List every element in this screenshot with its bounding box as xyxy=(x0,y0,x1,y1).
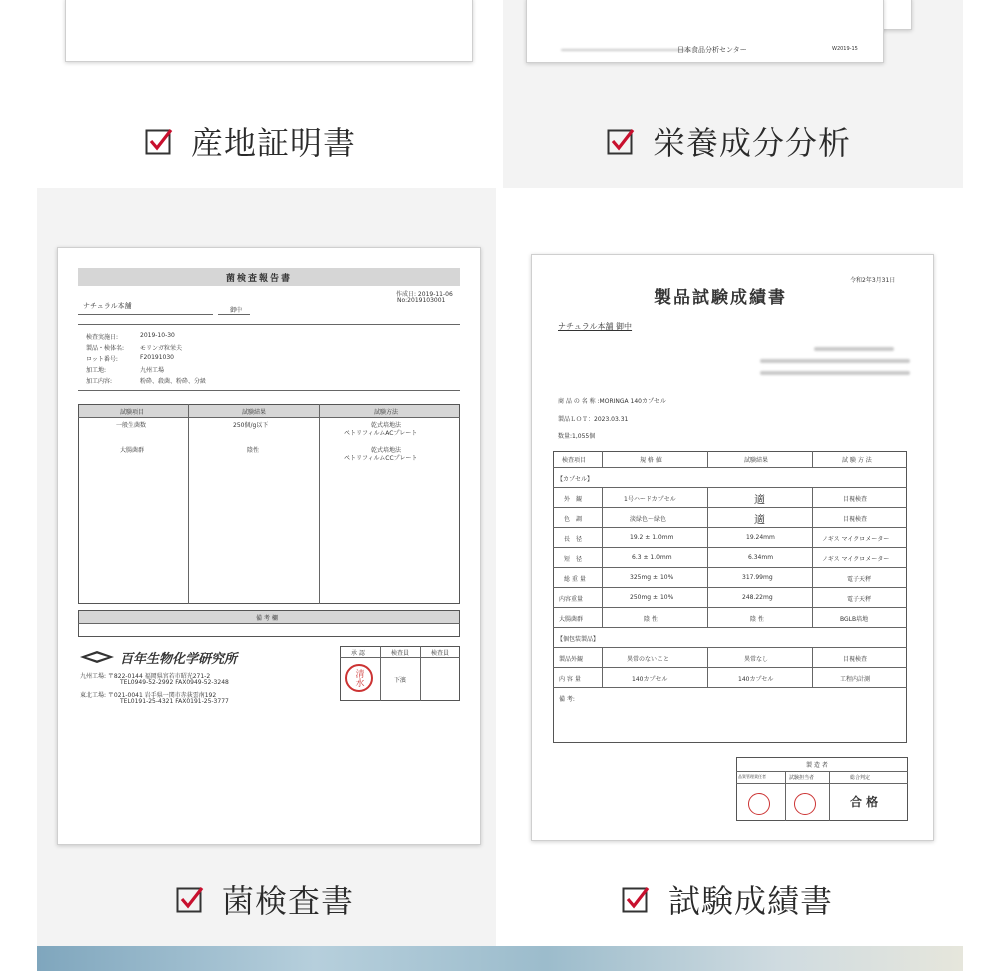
sign-header: 品質管理責任者 xyxy=(738,774,766,779)
checkbox-checked-icon xyxy=(607,127,635,155)
remarks-label: 備 考: xyxy=(559,696,575,703)
tester-seal-icon xyxy=(794,793,816,815)
row-result: 140カプセル xyxy=(738,676,774,683)
row-result: 陰性 xyxy=(247,447,260,454)
report-product-name: 商 品 の 名 称 :MORINGA 140カプセル xyxy=(558,398,666,405)
label-origin-certificate xyxy=(145,118,356,164)
lab-contact: TEL0949-52-2992 FAX0949-52-3248 xyxy=(120,679,229,686)
field-key: 製品・検体名: xyxy=(86,345,125,352)
row-method: 電子天秤 xyxy=(847,576,872,583)
row-item: 大腸菌群 xyxy=(559,616,584,623)
row-result: 適 xyxy=(754,493,765,506)
table-header: 試験方法 xyxy=(374,409,399,416)
row-result: 248.22mg xyxy=(742,594,773,601)
approval-seal xyxy=(345,664,373,692)
row-result: 250個/g以下 xyxy=(233,422,269,429)
row-method: ノギス マイクロメーター xyxy=(822,536,890,543)
table-header: 検査項目 xyxy=(562,457,587,464)
label-text: 産地証明書 xyxy=(191,124,357,162)
lab-logo-icon xyxy=(80,651,114,663)
checkbox-checked-icon xyxy=(622,885,650,913)
checkbox-checked-icon xyxy=(176,885,204,913)
row-spec: 250mg ± 10% xyxy=(630,594,674,601)
approval-header: 検査員 xyxy=(391,650,410,657)
remarks-label: 備 考 欄 xyxy=(256,615,278,622)
field-value: F20191030 xyxy=(140,354,174,361)
field-value: 2019-10-30 xyxy=(140,332,175,339)
row-item: 短 径 xyxy=(564,556,583,563)
row-spec: 6.3 ± 1.0mm xyxy=(632,554,672,561)
label-test-report xyxy=(622,876,833,922)
table-header: 規 格 値 xyxy=(640,457,662,464)
row-spec: 1号ハードカプセル xyxy=(624,496,676,503)
report-title: 製品試験成績書 xyxy=(654,288,787,308)
row-spec: 陰 性 xyxy=(644,616,658,623)
bacteria-inspection-doc xyxy=(57,247,481,845)
row-item: 外 観 xyxy=(564,496,583,503)
field-value: 九州工場 xyxy=(140,367,165,374)
report-lot: 製品ＬＯＴ：2023.03.31 xyxy=(558,416,629,423)
row-spec: 淡緑色〜緑色 xyxy=(630,516,667,523)
field-key: 加工内容: xyxy=(86,378,113,385)
row-method: 目視検査 xyxy=(843,496,868,503)
lab-address: 九州工場: 〒822-0144 福岡県宮若市昭光271-2 xyxy=(80,673,211,680)
label-bacteria-inspection xyxy=(176,876,354,922)
doc-honorific: 御中 xyxy=(230,307,243,314)
row-method: 乾式培地法 xyxy=(371,447,402,454)
lab-address: 東北工場: 〒021-0041 岩手県一関市赤荻雲南192 xyxy=(80,692,217,699)
row-item: 内容重量 xyxy=(559,596,584,603)
report-date: 令和2年3月31日 xyxy=(850,277,896,284)
row-method: 目視検査 xyxy=(843,516,868,523)
row-spec: 140カプセル xyxy=(632,676,668,683)
row-result: 適 xyxy=(754,513,765,526)
row-spec: 325mg ± 10% xyxy=(630,574,674,581)
checkbox-checked-icon xyxy=(145,127,173,155)
field-key: 加工地: xyxy=(86,367,107,374)
row-spec: 19.2 ± 1.0mm xyxy=(630,534,674,541)
origin-certificate-doc-bottom xyxy=(65,0,473,62)
table-header: 試験項目 xyxy=(120,409,145,416)
label-text: 試験成績書 xyxy=(668,882,834,920)
row-method: 工程内計測 xyxy=(840,676,871,683)
bottom-photo-strip xyxy=(37,946,963,971)
row-item: 内 容 量 xyxy=(559,676,581,683)
row-result: 6.34mm xyxy=(748,554,774,561)
row-result: 317.99mg xyxy=(742,574,773,581)
lab-name: 百年生物化学研究所 xyxy=(120,652,238,667)
field-value: 粉砕、殺菌、粉砕、分級 xyxy=(140,378,207,385)
table-header: 試験結果 xyxy=(744,457,769,464)
section-label: 【カプセル】 xyxy=(557,476,593,483)
manufacturer-label: 製 造 者 xyxy=(806,762,828,769)
field-key: 検査実施日: xyxy=(86,334,119,341)
approval-header: 承 認 xyxy=(351,650,365,657)
row-item: 製品外観 xyxy=(559,656,584,663)
sign-header: 総合判定 xyxy=(850,775,871,781)
field-value: モリンガ粒栄夫 xyxy=(140,345,183,352)
quality-seal-icon xyxy=(748,793,770,815)
row-item: 総 重 量 xyxy=(564,576,586,583)
approval-header: 検査員 xyxy=(431,650,450,657)
seal-text: 清水 xyxy=(353,669,364,687)
doc-number: No:2019103001 xyxy=(397,297,446,304)
row-result: 陰 性 xyxy=(750,616,764,623)
doc-recipient: ナチュラル本舗 xyxy=(83,302,132,310)
row-item: 一般生菌数 xyxy=(116,422,147,429)
row-result: 19.24mm xyxy=(746,534,775,541)
row-item: 長 径 xyxy=(564,536,583,543)
nutrition-doc-note: W2019-15 xyxy=(832,46,858,52)
doc-created-date: 作成日: 2019-11-06 xyxy=(396,291,453,298)
label-nutrition-analysis xyxy=(607,118,851,164)
row-method: ペトリフィルムCCプレート xyxy=(344,455,418,462)
table-header: 試験結果 xyxy=(242,409,267,416)
label-text: 菌検査書 xyxy=(222,882,355,920)
verdict: 合 格 xyxy=(850,795,879,809)
row-method: 目視検査 xyxy=(843,656,868,663)
row-item: 大腸菌群 xyxy=(120,447,145,454)
nutrition-doc-bottom xyxy=(526,0,884,63)
row-method: BGLB培地 xyxy=(840,616,869,623)
product-test-report-doc xyxy=(531,254,934,841)
row-method: 乾式培地法 xyxy=(371,422,402,429)
section-label: 【個包装製品】 xyxy=(557,636,600,643)
doc-title: 菌検査報告書 xyxy=(226,274,293,284)
lab-contact: TEL0191-25-4321 FAX0191-25-3777 xyxy=(120,698,229,705)
row-item: 色 調 xyxy=(564,516,583,523)
row-method: ノギス マイクロメーター xyxy=(822,556,890,563)
row-result: 異常なし xyxy=(744,656,769,663)
report-recipient: ナチュラル本舗 御中 xyxy=(558,322,633,331)
report-quantity: 数量:1,055個 xyxy=(558,433,596,440)
row-method: 電子天秤 xyxy=(847,596,872,603)
label-text: 栄養成分分析 xyxy=(653,124,852,162)
nutrition-doc-org: 日本食品分析センター xyxy=(677,46,747,54)
table-header: 試 験 方 法 xyxy=(842,457,872,464)
inspector-name: 下濱 xyxy=(394,677,407,684)
row-spec: 異常のないこと xyxy=(627,656,670,663)
field-key: ロット番号: xyxy=(86,356,118,363)
sign-header: 試験担当者 xyxy=(789,775,815,781)
row-method: ペトリフィルムACプレート xyxy=(344,430,418,437)
